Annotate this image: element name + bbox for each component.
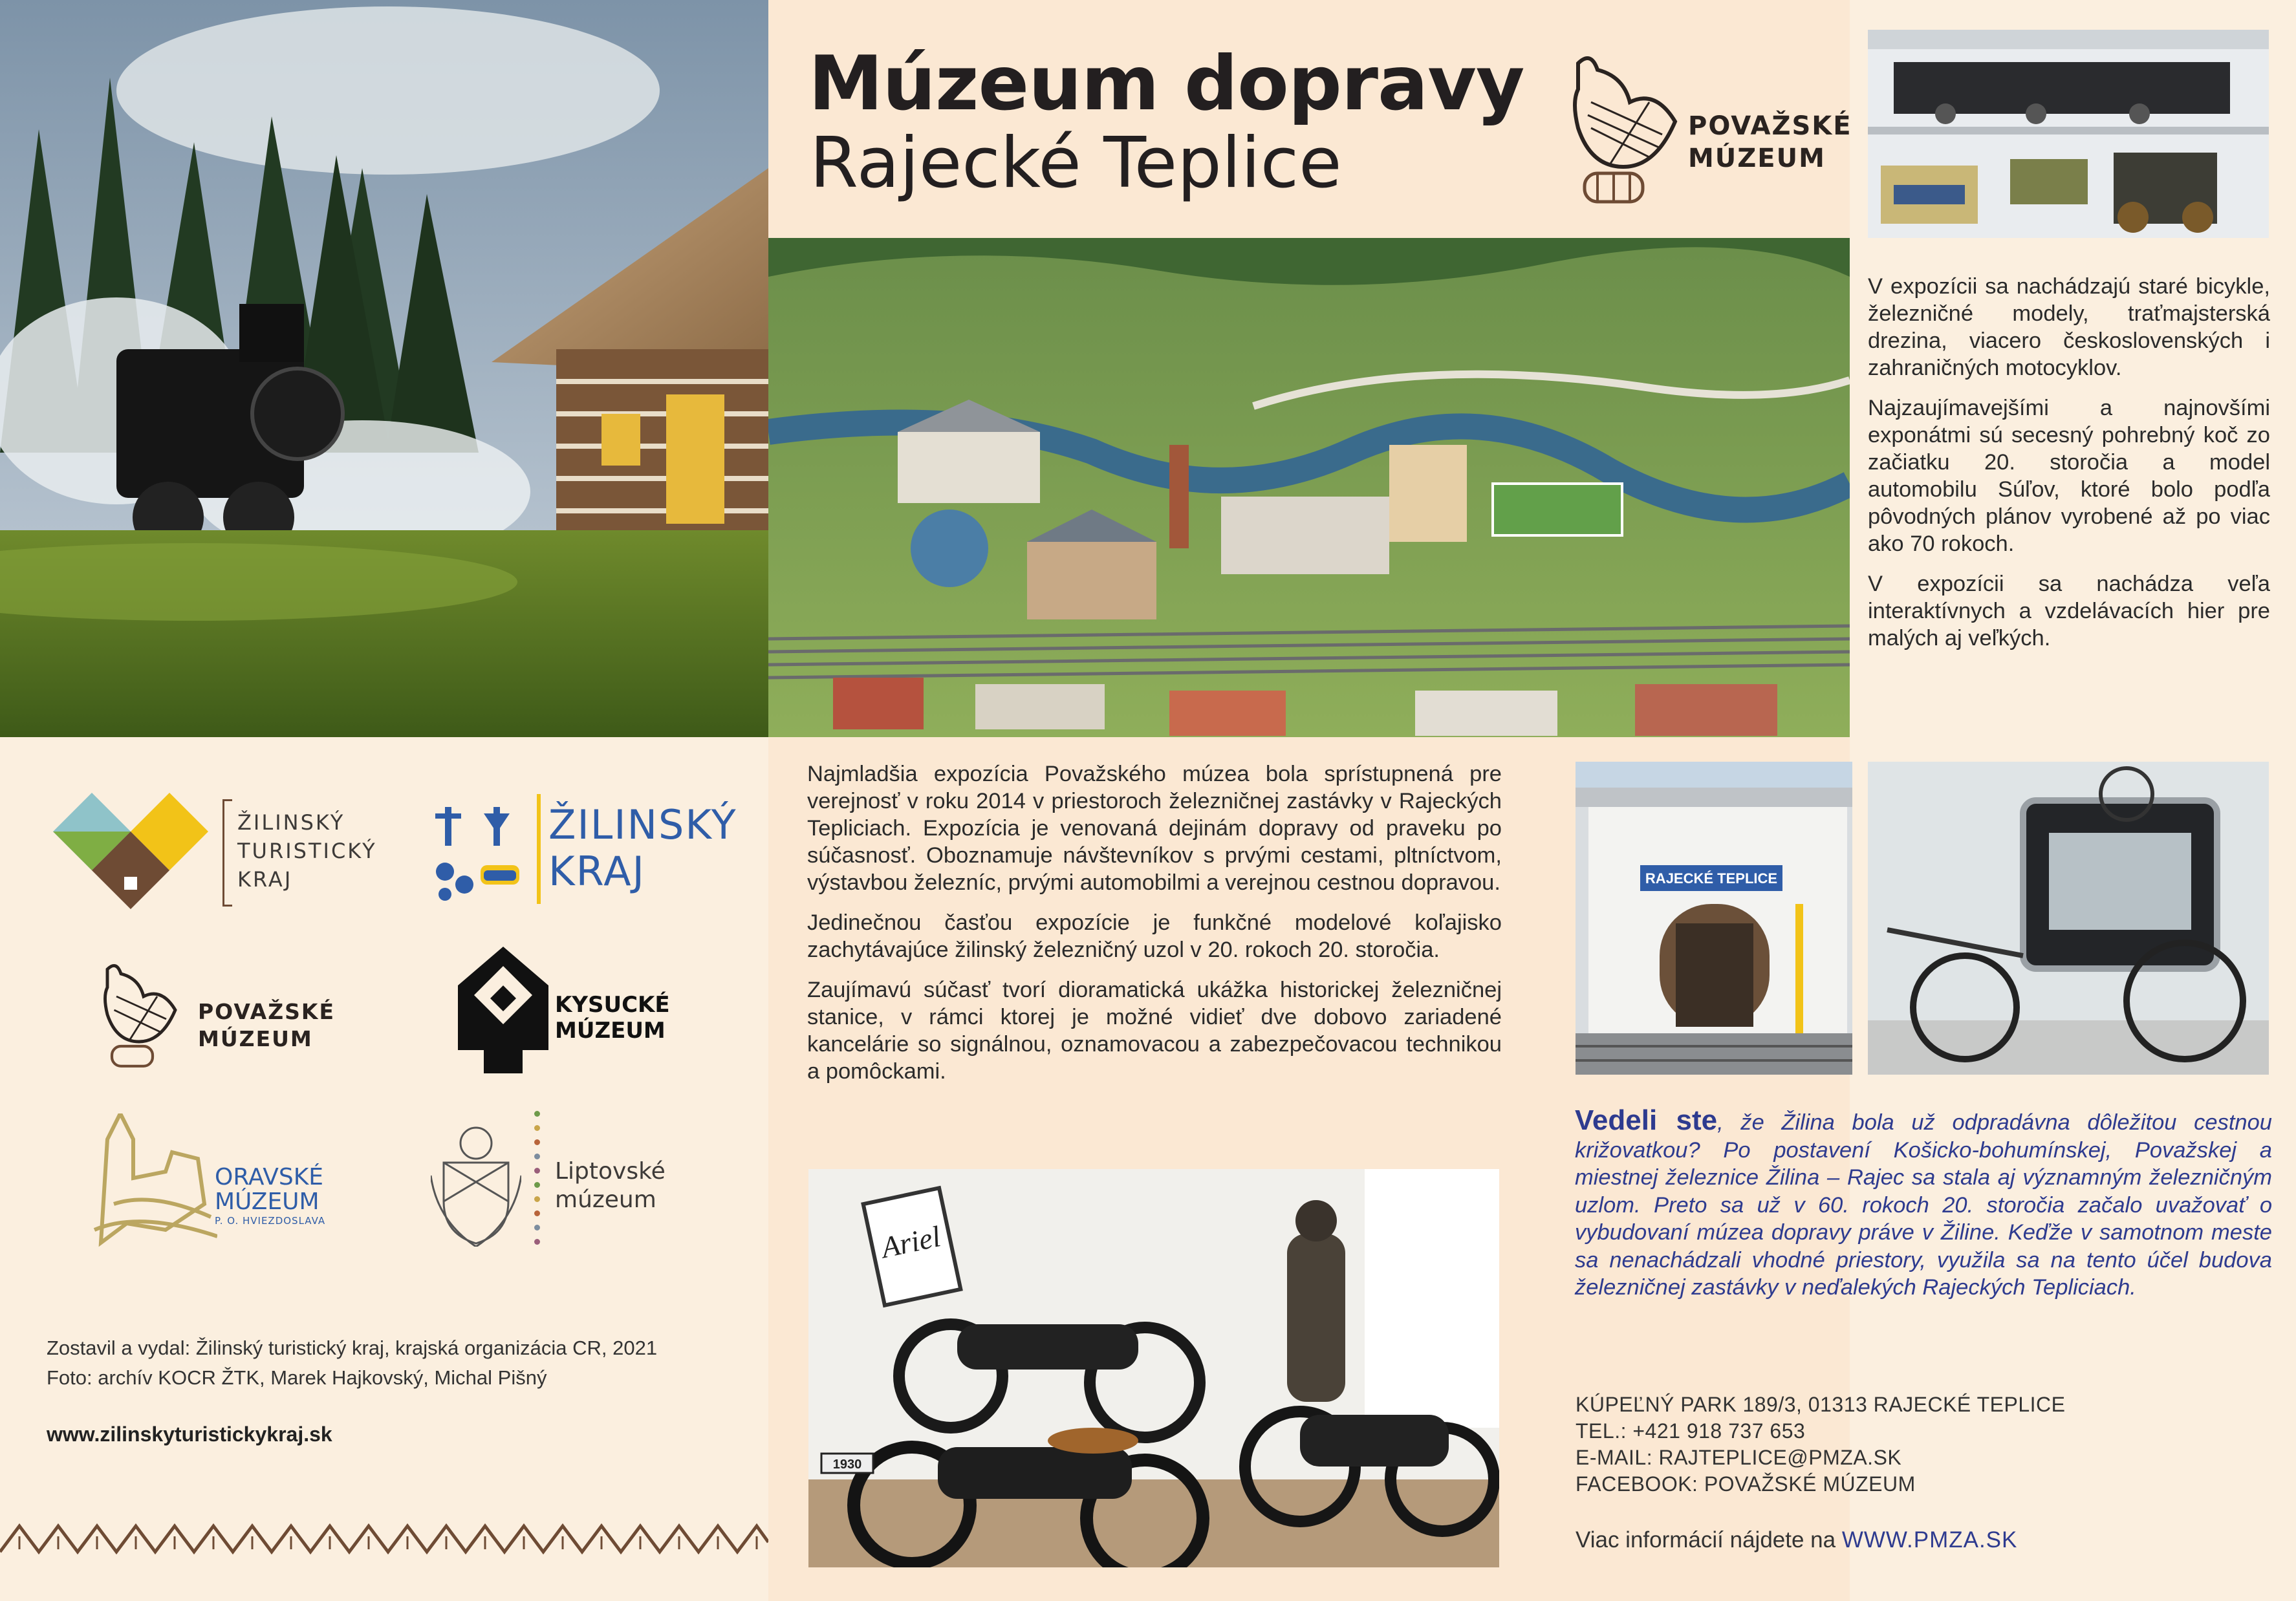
zilinsky-kraj-line1: ŽILINSKÝ — [548, 801, 737, 848]
kysucke-line1: KYSUCKÉ — [555, 992, 670, 1018]
more-info-line — [1576, 1527, 2017, 1553]
right-paragraph-1: V expozícii sa nachádzajú staré bicykle, železničné modely, traťmajsterská drezina, viacero československých i zahraničných motocyklov. — [1868, 274, 2270, 380]
credits-photo: Foto: archív KOCR ŽTK, Marek Hajkovský, Michal Pišný — [47, 1366, 547, 1389]
zilinsky-turisticky-line3: KRAJ — [237, 867, 293, 892]
liptovske-line1: Liptovské — [555, 1158, 666, 1185]
ariel-sign-text: Ariel — [878, 1220, 944, 1265]
plate-text: 1930 — [832, 1457, 862, 1472]
kysucke-line2: MÚZEUM — [555, 1018, 666, 1044]
diamond-logo-icon — [53, 793, 215, 909]
oravske-line2: MÚZEUM — [215, 1188, 319, 1215]
page-title: Múzeum dopravy — [808, 40, 1524, 127]
contact-block — [1576, 1391, 2065, 1498]
credits-block — [47, 1333, 657, 1393]
logo-povazske-muzeum-top — [1552, 50, 1850, 206]
middle-paragraph-2: Jedinečnou časťou expozície je funkčné modelové koľajisko zachytávajúce žilinský železničný uzol v 20. rokoch 20. storočia. — [807, 910, 1502, 962]
photo-steam-train — [0, 0, 768, 737]
more-info-link[interactable]: WWW.PMZA.SK — [1841, 1527, 2018, 1553]
middle-paragraph-3: Zaujímavú súčasť tvorí dioramatická ukážka historickej železničnej stanice, v rámci ktorej je možné vidieť dve dobovo zariadené kancelárie so signálnou, oznamovacou a zabezpečovacou technikou a pomôckami. — [807, 978, 1502, 1084]
logo-kysucke-muzeum — [458, 947, 691, 1076]
zilinsky-kraj-line2: KRAJ — [548, 848, 645, 895]
credits-publisher: Zostavil a vydal: Žilinský turistický kraj, krajská organizácia CR, 2021 — [47, 1337, 658, 1359]
photo-motorcycles — [808, 1169, 1499, 1567]
did-you-know-lead: Vedeli ste — [1575, 1104, 1718, 1136]
photo-model-railway — [768, 238, 1850, 737]
logo-oravske-muzeum — [88, 1113, 347, 1249]
zilinsky-turisticky-line1: ŽILINSKÝ — [237, 810, 345, 835]
zigzag-decoration — [0, 1513, 768, 1565]
contact-address: KÚPEĽNÝ PARK 189/3, 01313 RAJECKÉ TEPLICE — [1576, 1393, 2066, 1416]
bracket-decoration — [222, 799, 232, 907]
logo-top-line2: MÚZEUM — [1688, 144, 1826, 173]
photo-model-trains — [1868, 30, 2269, 238]
logo-liptovske-muzeum — [431, 1111, 689, 1260]
rooster-icon — [89, 953, 180, 1076]
povazske-line1: POVAŽSKÉ — [198, 999, 336, 1024]
zilinsky-turisticky-line2: TURISTICKÝ — [237, 839, 377, 863]
page-subtitle: Rajecké Teplice — [810, 123, 1342, 204]
oravske-line1: ORAVSKÉ — [215, 1164, 324, 1190]
middle-paragraph-1: Najmladšia expozícia Považského múzea bola sprístupnená pre verejnosť v roku 2014 v priestoroch železničnej zastávky v Rajeckých Tepliciach. Expozícia je venovaná dejinám dopravy od praveku po súčasnosť. Oboznamuje návštevníkov s prvými cestami, pltníctvom, výstavbou železníc, prvými automobilmi a verejnou cestnou dopravou. — [807, 762, 1502, 895]
contact-phone: TEL.: +421 918 737 653 — [1576, 1419, 1806, 1443]
coat-of-arms-icon — [432, 800, 529, 904]
did-you-know-text: , že Žilina bola už odpradávna dôležitou cestnou križovatkou? Po postavení Košicko-bohumínskej, Považskej a miestnej železnice Žilina – Rajec sa stala aj významným železničným uzlom. Preto sa už v 60. rokoch 20. storočia začalo uvažovať o vybudovaní múzea dopravy práve v Žiline. Keďže v samotnom meste sa nenachádzali vhodné priestory, využila sa na tento účel budova železničnej zastávky v neďalekých Rajeckých Tepliciach. — [1575, 1110, 2272, 1300]
right-paragraph-3: V expozícii sa nachádza veľa interaktívnych a vzdelávacích hier pre malých aj veľkých. — [1868, 572, 2270, 650]
kysucke-symbol-icon — [458, 947, 548, 1073]
contact-email: E-MAIL: RAJTEPLICE@PMZA.SK — [1576, 1446, 1902, 1469]
website-link[interactable]: www.zilinskyturistickykraj.sk — [47, 1423, 332, 1446]
castle-icon — [88, 1113, 217, 1249]
liptov-coat-of-arms-icon — [431, 1124, 521, 1247]
right-text-column — [1868, 273, 2270, 665]
liptovske-line2: múzeum — [555, 1187, 656, 1213]
logo-zilinsky-kraj — [432, 794, 737, 910]
photo-station-building — [1576, 762, 1852, 1075]
rooster-icon — [1552, 50, 1682, 206]
photo-funeral-carriage — [1868, 762, 2269, 1075]
dotted-color-bar — [534, 1111, 541, 1260]
more-info-prefix: Viac informácií nájdete na — [1576, 1527, 1842, 1553]
logo-povazske-muzeum — [89, 953, 348, 1082]
logo-zilinsky-turisticky-kraj — [53, 793, 389, 909]
yellow-bar — [537, 794, 541, 904]
middle-text-column — [807, 760, 1502, 1098]
right-paragraph-2: Najzaujímavejšími a najnovšími exponátmi sú secesný pohrebný koč zo začiatku 20. storočia a model automobilu Súľov, ktoré bolo podľa pôvodných plánov vyrobené až po viac ako 70 rokoch. — [1868, 396, 2270, 556]
oravske-line3: P. O. HVIEZDOSLAVA — [215, 1215, 326, 1227]
logo-top-line1: POVAŽSKÉ — [1688, 111, 1852, 141]
did-you-know-box — [1575, 1104, 2272, 1302]
station-sign-text: RAJECKÉ TEPLICE — [1645, 870, 1778, 886]
contact-facebook: FACEBOOK: POVAŽSKÉ MÚZEUM — [1576, 1472, 1916, 1496]
povazske-line2: MÚZEUM — [198, 1026, 313, 1051]
